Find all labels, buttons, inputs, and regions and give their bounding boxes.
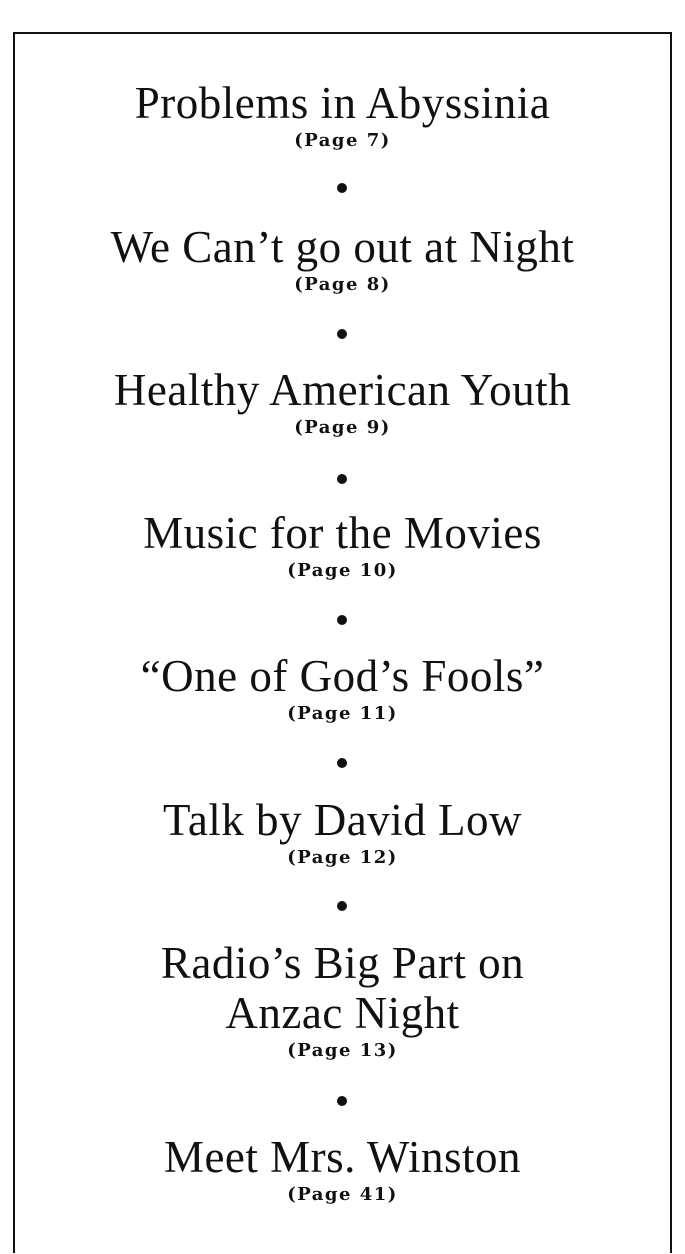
entry-title-line: Talk by David Low — [162, 795, 523, 845]
entry-title — [0, 508, 685, 558]
entry-title-line: Anzac Night — [225, 988, 460, 1038]
entry-title-line: “One of God’s Fools” — [140, 651, 545, 701]
contents-entry — [0, 222, 685, 296]
contents-entry — [0, 508, 685, 582]
entry-title — [0, 222, 685, 272]
entry-page-reference: (Page 13) — [287, 1040, 398, 1061]
separator-bullet — [337, 615, 347, 625]
entry-title-line: Problems in Abyssinia — [134, 78, 551, 128]
entry-page-reference: (Page 9) — [294, 417, 391, 438]
entry-title — [0, 795, 685, 845]
entry-page-reference: (Page 10) — [287, 560, 398, 581]
entry-title — [0, 651, 685, 701]
separator-bullet — [337, 901, 347, 911]
entry-page-reference: (Page 11) — [287, 703, 398, 724]
contents-entry — [0, 1132, 685, 1206]
contents-entry — [0, 795, 685, 869]
separator-bullet — [337, 474, 347, 484]
entry-title-line: Radio’s Big Part on — [160, 938, 525, 988]
separator-bullet — [337, 329, 347, 339]
entry-title — [0, 365, 685, 415]
entry-title-line: We Can’t go out at Night — [110, 222, 575, 272]
contents-entry — [0, 78, 685, 152]
entry-title-line: Music for the Movies — [143, 508, 542, 558]
separator-bullet — [337, 758, 347, 768]
entry-page-reference: (Page 8) — [294, 274, 391, 295]
contents-entry — [0, 938, 685, 1062]
contents-entry — [0, 365, 685, 439]
separator-bullet — [337, 183, 347, 193]
entry-title — [0, 938, 685, 1038]
entry-title — [0, 78, 685, 128]
entry-title — [0, 1132, 685, 1182]
entry-page-reference: (Page 7) — [294, 130, 391, 151]
entry-page-reference: (Page 12) — [287, 847, 398, 868]
entry-page-reference: (Page 41) — [287, 1184, 398, 1205]
entry-title-line: Healthy American Youth — [113, 365, 572, 415]
separator-bullet — [337, 1096, 347, 1106]
entry-title-line: Meet Mrs. Winston — [163, 1132, 522, 1182]
contents-frame — [13, 32, 672, 1253]
contents-entry — [0, 651, 685, 725]
